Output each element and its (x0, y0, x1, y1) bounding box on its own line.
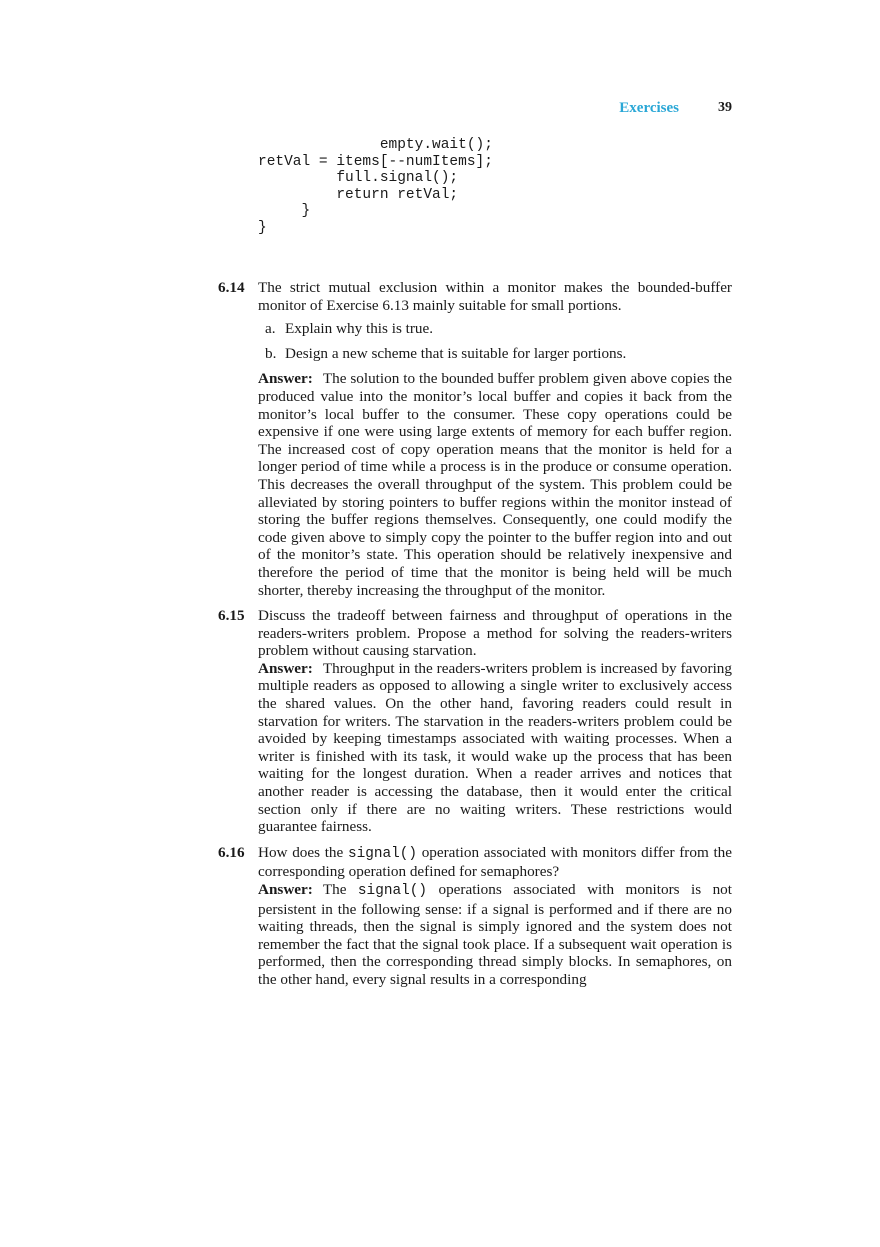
code-line: } (258, 219, 267, 236)
answer-text: operations associated with monitors is not persistent in the following sense: if a signal is performed and if there are no waiting threads, then the signal is simply ignored and the system does not remember the fact that the signal took place. If a subsequent wait operation is performed, then the corresponding thread simply blocks. In semaphores, on the other hand, every signal results in a corresponding (258, 881, 732, 988)
exercise-6-15 (218, 607, 732, 836)
page-number: 39 (718, 100, 732, 115)
exercise-number: 6.15 (218, 607, 245, 625)
inline-code: signal() (347, 845, 418, 862)
list-item (258, 345, 732, 363)
answer-paragraph (258, 660, 732, 836)
exercise-number: 6.14 (218, 279, 245, 296)
section-title: Exercises (619, 100, 679, 116)
answer-text: The solution to the bounded buffer problem given above copies the produced value into the monitor’s local buffer and copies it back from the monitor’s local buffer to the consumer. These copy operations could be expensive if one were using large extents of memory for each buffer region. The increased cost of copy operation means that the monitor is held for a longer period of time while a process is in the produce or consume operation. This decreases the overall throughput of the system. This problem could be alleviated by storing pointers to buffer regions within the monitor instead of storing the buffer regions themselves. Consequently, one could modify the code given above to simply copy the pointer to the buffer region into and out of the monitor’s state. This operation should be relatively inexpensive and therefore the period of time that the monitor is being held will be much shorter, thereby increasing the throughput of the monitor. (258, 370, 732, 599)
exercise-6-16 (218, 844, 732, 989)
item-letter: b. (265, 344, 277, 362)
exercise-list (218, 279, 732, 989)
answer-paragraph (258, 881, 732, 989)
code-line: } (258, 203, 311, 219)
inline-code: signal() (357, 883, 428, 899)
code-line: empty.wait(); (258, 137, 493, 153)
code-line: full.signal(); (258, 170, 459, 186)
exercise-6-14 (218, 279, 732, 599)
question-text: How does the (258, 843, 348, 861)
subquestion-list (258, 320, 732, 362)
exercise-question (258, 844, 732, 881)
answer-text: The (322, 881, 358, 898)
running-header (0, 100, 880, 122)
exercise-question: The strict mutual exclusion within a monitor makes the bounded-buffer monitor of Exercise 6.13 mainly suitable for small portions. (258, 279, 732, 314)
exercise-question: Discuss the tradeoff between fairness and throughput of operations in the readers-writers problem. Propose a method for solving the readers-writers problem without causing starvation. (258, 607, 732, 660)
list-item (258, 320, 732, 338)
code-line: retVal = items[--numItems]; (258, 153, 493, 170)
item-text: Explain why this is true. (285, 320, 434, 338)
exercise-number: 6.16 (218, 843, 245, 861)
item-letter: a. (265, 320, 276, 338)
answer-paragraph (258, 370, 732, 599)
answer-label: Answer: (258, 370, 313, 388)
answer-label: Answer: (258, 881, 313, 898)
code-line: return retVal; (258, 186, 459, 203)
item-text: Design a new scheme that is suitable for larger portions. (285, 344, 627, 362)
question-text: operation associated with monitors differ from the corresponding operation defined for semaphores? (258, 843, 732, 881)
answer-text: Throughput in the readers-writers problem is increased by favoring multiple readers as opposed to allowing a single writer to exclusively access the shared values. On the other hand, favoring readers could result in starvation for writers. The starvation in the readers-writers problem could be avoided by keeping timestamps associated with waiting processes. When a writer is finished with its task, it would wake up the process that has been waiting for the longest duration. When a reader arrives and notices that another reader is accessing the database, then it would enter the critical section only if there are no waiting writers. These restrictions would guarantee fairness. (258, 659, 732, 836)
code-block (258, 137, 493, 236)
answer-label: Answer: (258, 659, 313, 677)
